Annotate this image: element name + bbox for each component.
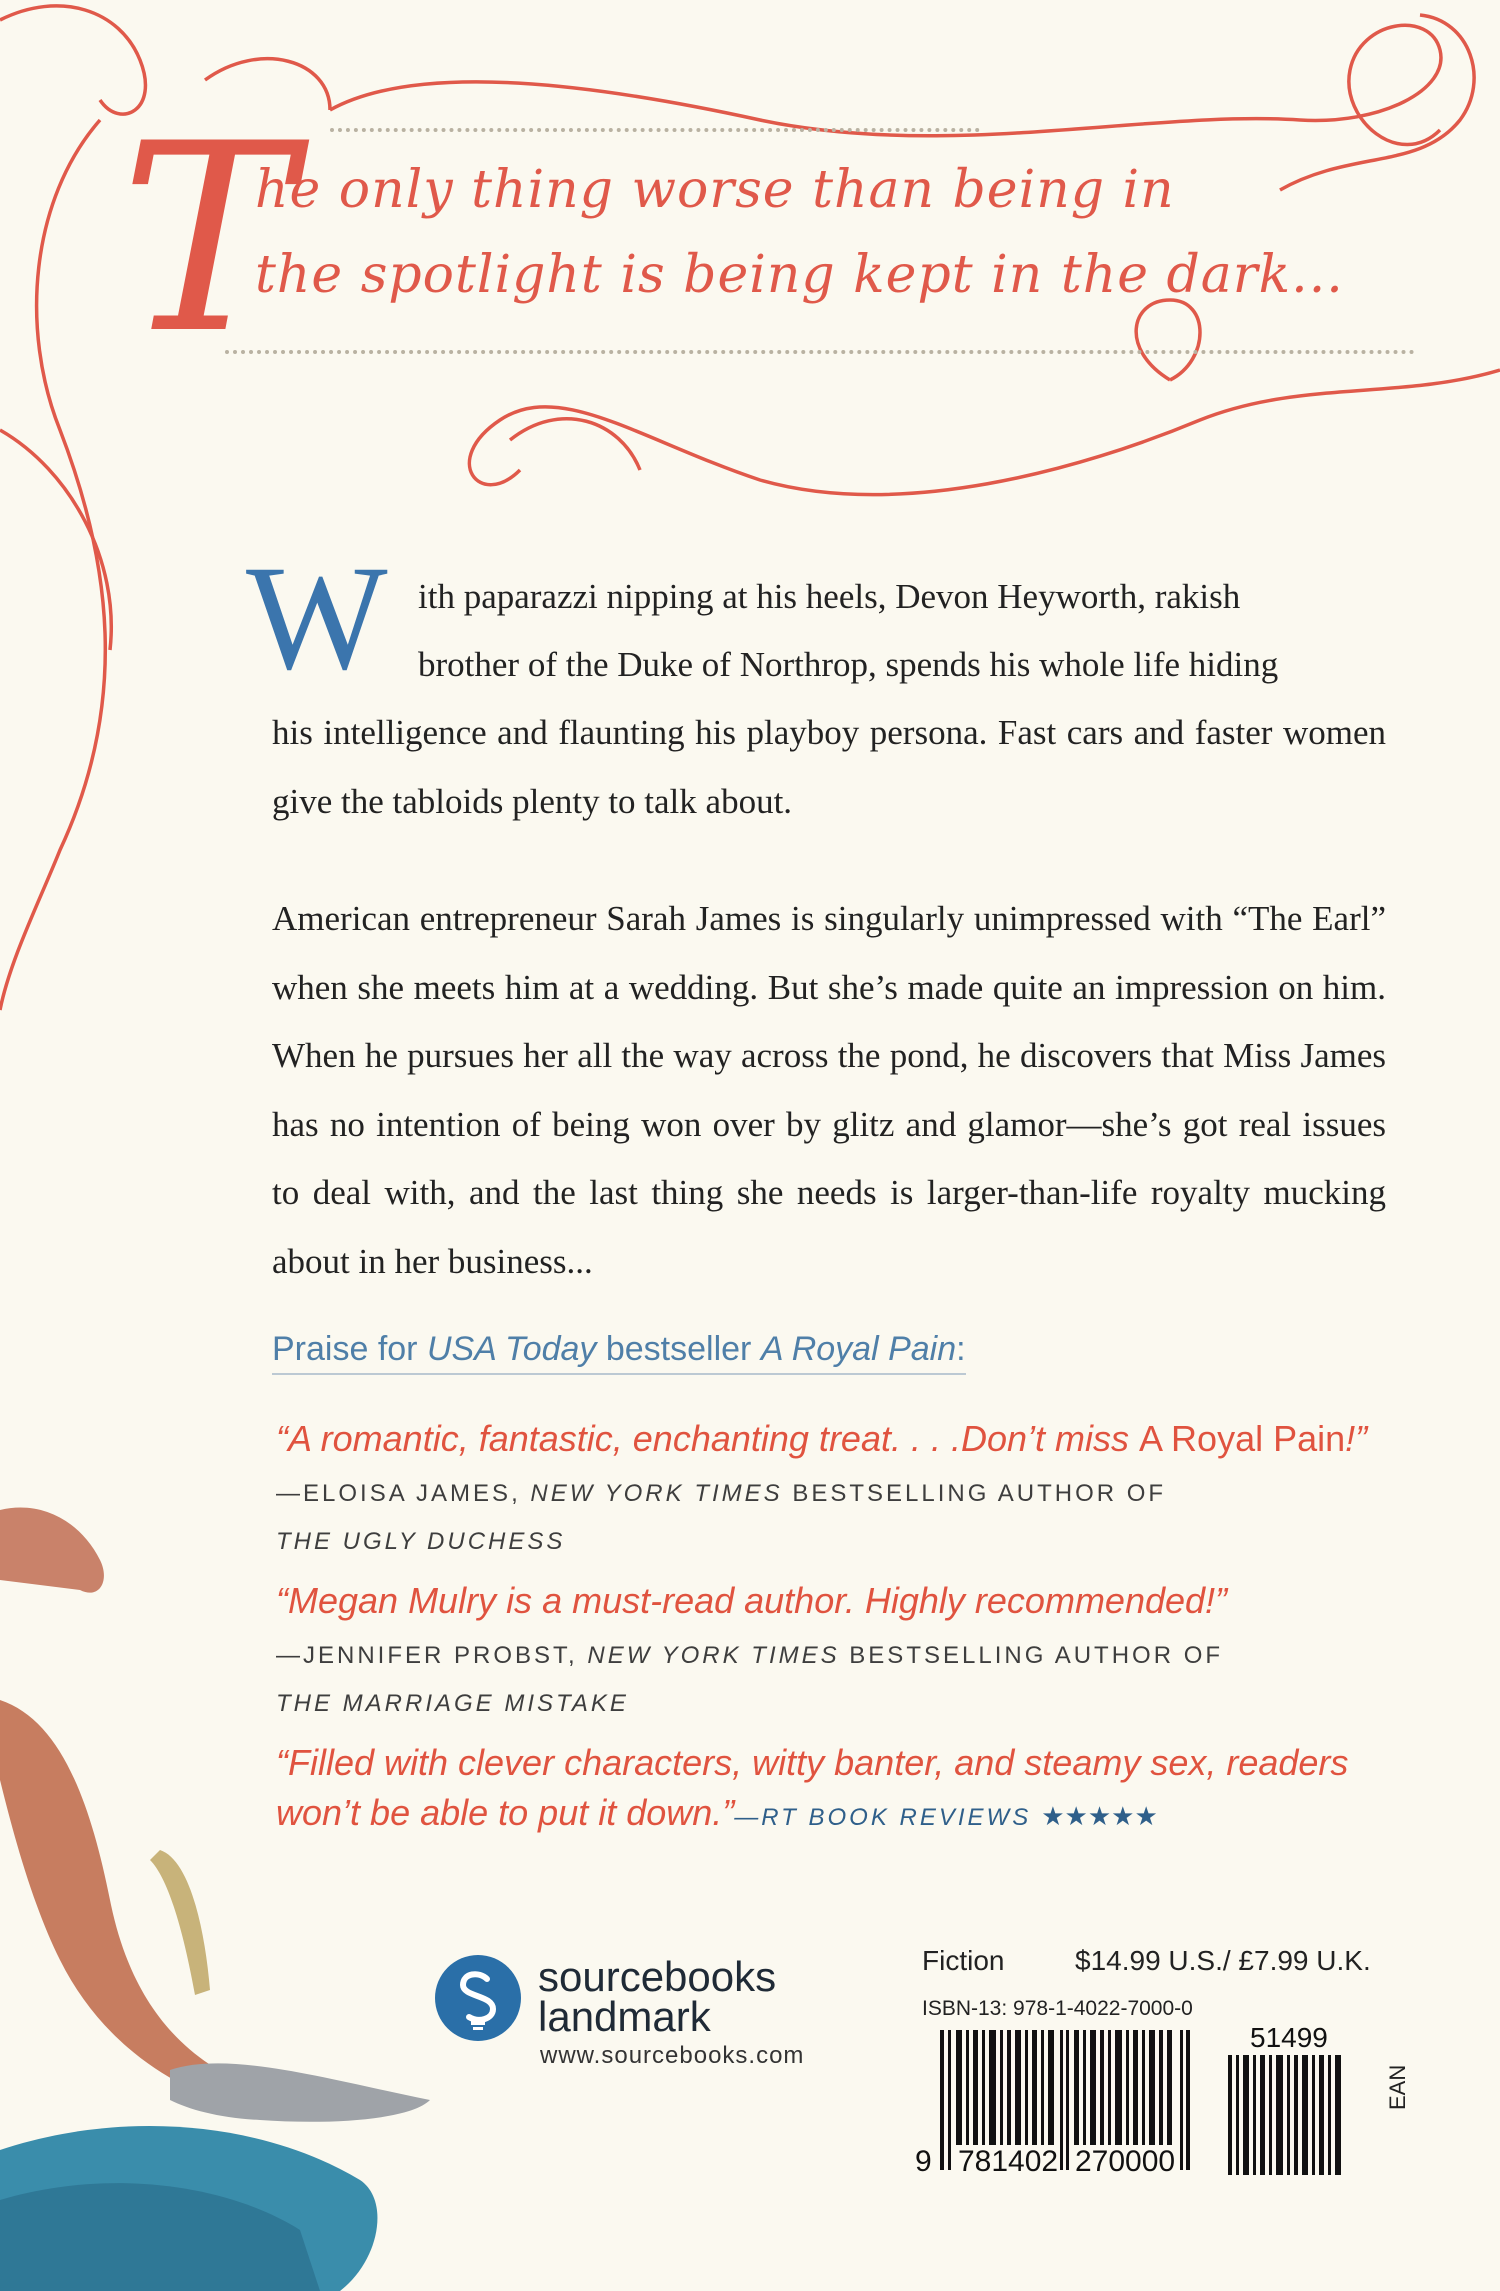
quote-3-line2 — [276, 1792, 1158, 1834]
quote-3-attrib: —RT BOOK REVIEWS — [734, 1804, 1032, 1831]
quote-2: “Megan Mulry is a must-read author. Highly recommended!” — [276, 1580, 1228, 1621]
blurb-para1-line2: brother of the Duke of Northrop, spends his whole life hiding — [418, 645, 1279, 684]
praise-heading-title: A Royal Pain — [760, 1330, 957, 1368]
quote-3-text-end: won’t be able to put it down.” — [276, 1792, 735, 1833]
tagline-line2: the spotlight is being kept in the dark... — [255, 245, 1344, 305]
praise-heading-pub: USA Today — [426, 1330, 597, 1368]
dropcap-letter: W — [246, 535, 388, 701]
divider-top — [330, 128, 980, 132]
divider-bottom — [225, 350, 1415, 354]
isbn-label: ISBN-13: 978-1-4022-7000-0 — [922, 1997, 1193, 2020]
quote-3-line1: “Filled with clever characters, witty banter, and steamy sex, readers — [276, 1742, 1349, 1783]
quote-1-attrib-line2 — [276, 1528, 565, 1556]
blurb-para1-line1: ith paparazzi nipping at his heels, Devon Heyworth, rakish — [418, 577, 1241, 616]
barcode-digit: 9 — [915, 2145, 932, 2178]
quote-1-attrib-line1 — [276, 1480, 1166, 1508]
quote-2-pub: NEW YORK TIMES — [587, 1642, 840, 1669]
quote-1-title: A Royal Pain — [1139, 1418, 1346, 1459]
praise-heading — [272, 1330, 966, 1375]
quote-1-text: “A romantic, fantastic, enchanting treat. . . .Don’t miss — [276, 1418, 1140, 1459]
quote-2-attrib-line1 — [276, 1642, 1223, 1670]
publisher-name-line2: landmark — [538, 1993, 711, 2040]
quote-2-book: THE MARRIAGE MISTAKE — [276, 1690, 629, 1717]
tagline-initial: T — [120, 89, 294, 391]
quote-1 — [276, 1418, 1367, 1460]
barcode-group2: 270000 — [1075, 2145, 1176, 2178]
praise-heading-end: : — [956, 1330, 966, 1368]
praise-heading-pre: Praise for — [272, 1330, 427, 1368]
price-code: 51499 — [1250, 2022, 1328, 2053]
publisher-url: www.sourcebooks.com — [540, 2042, 805, 2069]
price-label: $14.99 U.S./ £7.99 U.K. — [1075, 1945, 1371, 1976]
quote-1-author: —ELOISA JAMES, — [276, 1480, 531, 1507]
quote-1-pub: NEW YORK TIMES — [530, 1480, 783, 1507]
praise-heading-mid: bestseller — [596, 1330, 761, 1368]
quote-1-book: THE UGLY DUCHESS — [276, 1528, 566, 1555]
blurb-para2: American entrepreneur Sarah James is singularly unimpressed with “The Earl” when she meets him at a wedding. But she’s made quite an impression on him. When he pursues her all the way across the pond, he discovers that Miss James has no intention of being won over by glitz and glamor—she’s got real issues to deal with, and the last thing she needs is larger-than-life royalty mucking about in her business... — [272, 899, 1386, 1281]
price-barcode — [1228, 2055, 1348, 2175]
sourcebooks-logo-icon — [435, 1955, 521, 2041]
quote-2-attrib-end: BESTSELLING AUTHOR OF — [839, 1642, 1224, 1669]
publisher-name-line1: sourcebooks — [538, 1953, 777, 2000]
tagline-line1: he only thing worse than being in — [255, 160, 1175, 220]
barcode-group1: 781402 — [958, 2145, 1059, 2178]
rating-stars: ★★★★★ — [1041, 1801, 1158, 1831]
quote-1-attrib-end: BESTSELLING AUTHOR OF — [782, 1480, 1167, 1507]
category-label: Fiction — [922, 1945, 1005, 1976]
quote-1-end: !” — [1345, 1418, 1368, 1459]
quote-2-attrib-line2 — [276, 1690, 629, 1718]
blurb-para1-rest: his intelligence and flaunting his playboy persona. Fast cars and faster women give the tabloids plenty to talk about. — [272, 713, 1386, 821]
quote-2-author: —JENNIFER PROBST, — [276, 1642, 588, 1669]
ean-label: EAN — [1385, 2064, 1410, 2110]
